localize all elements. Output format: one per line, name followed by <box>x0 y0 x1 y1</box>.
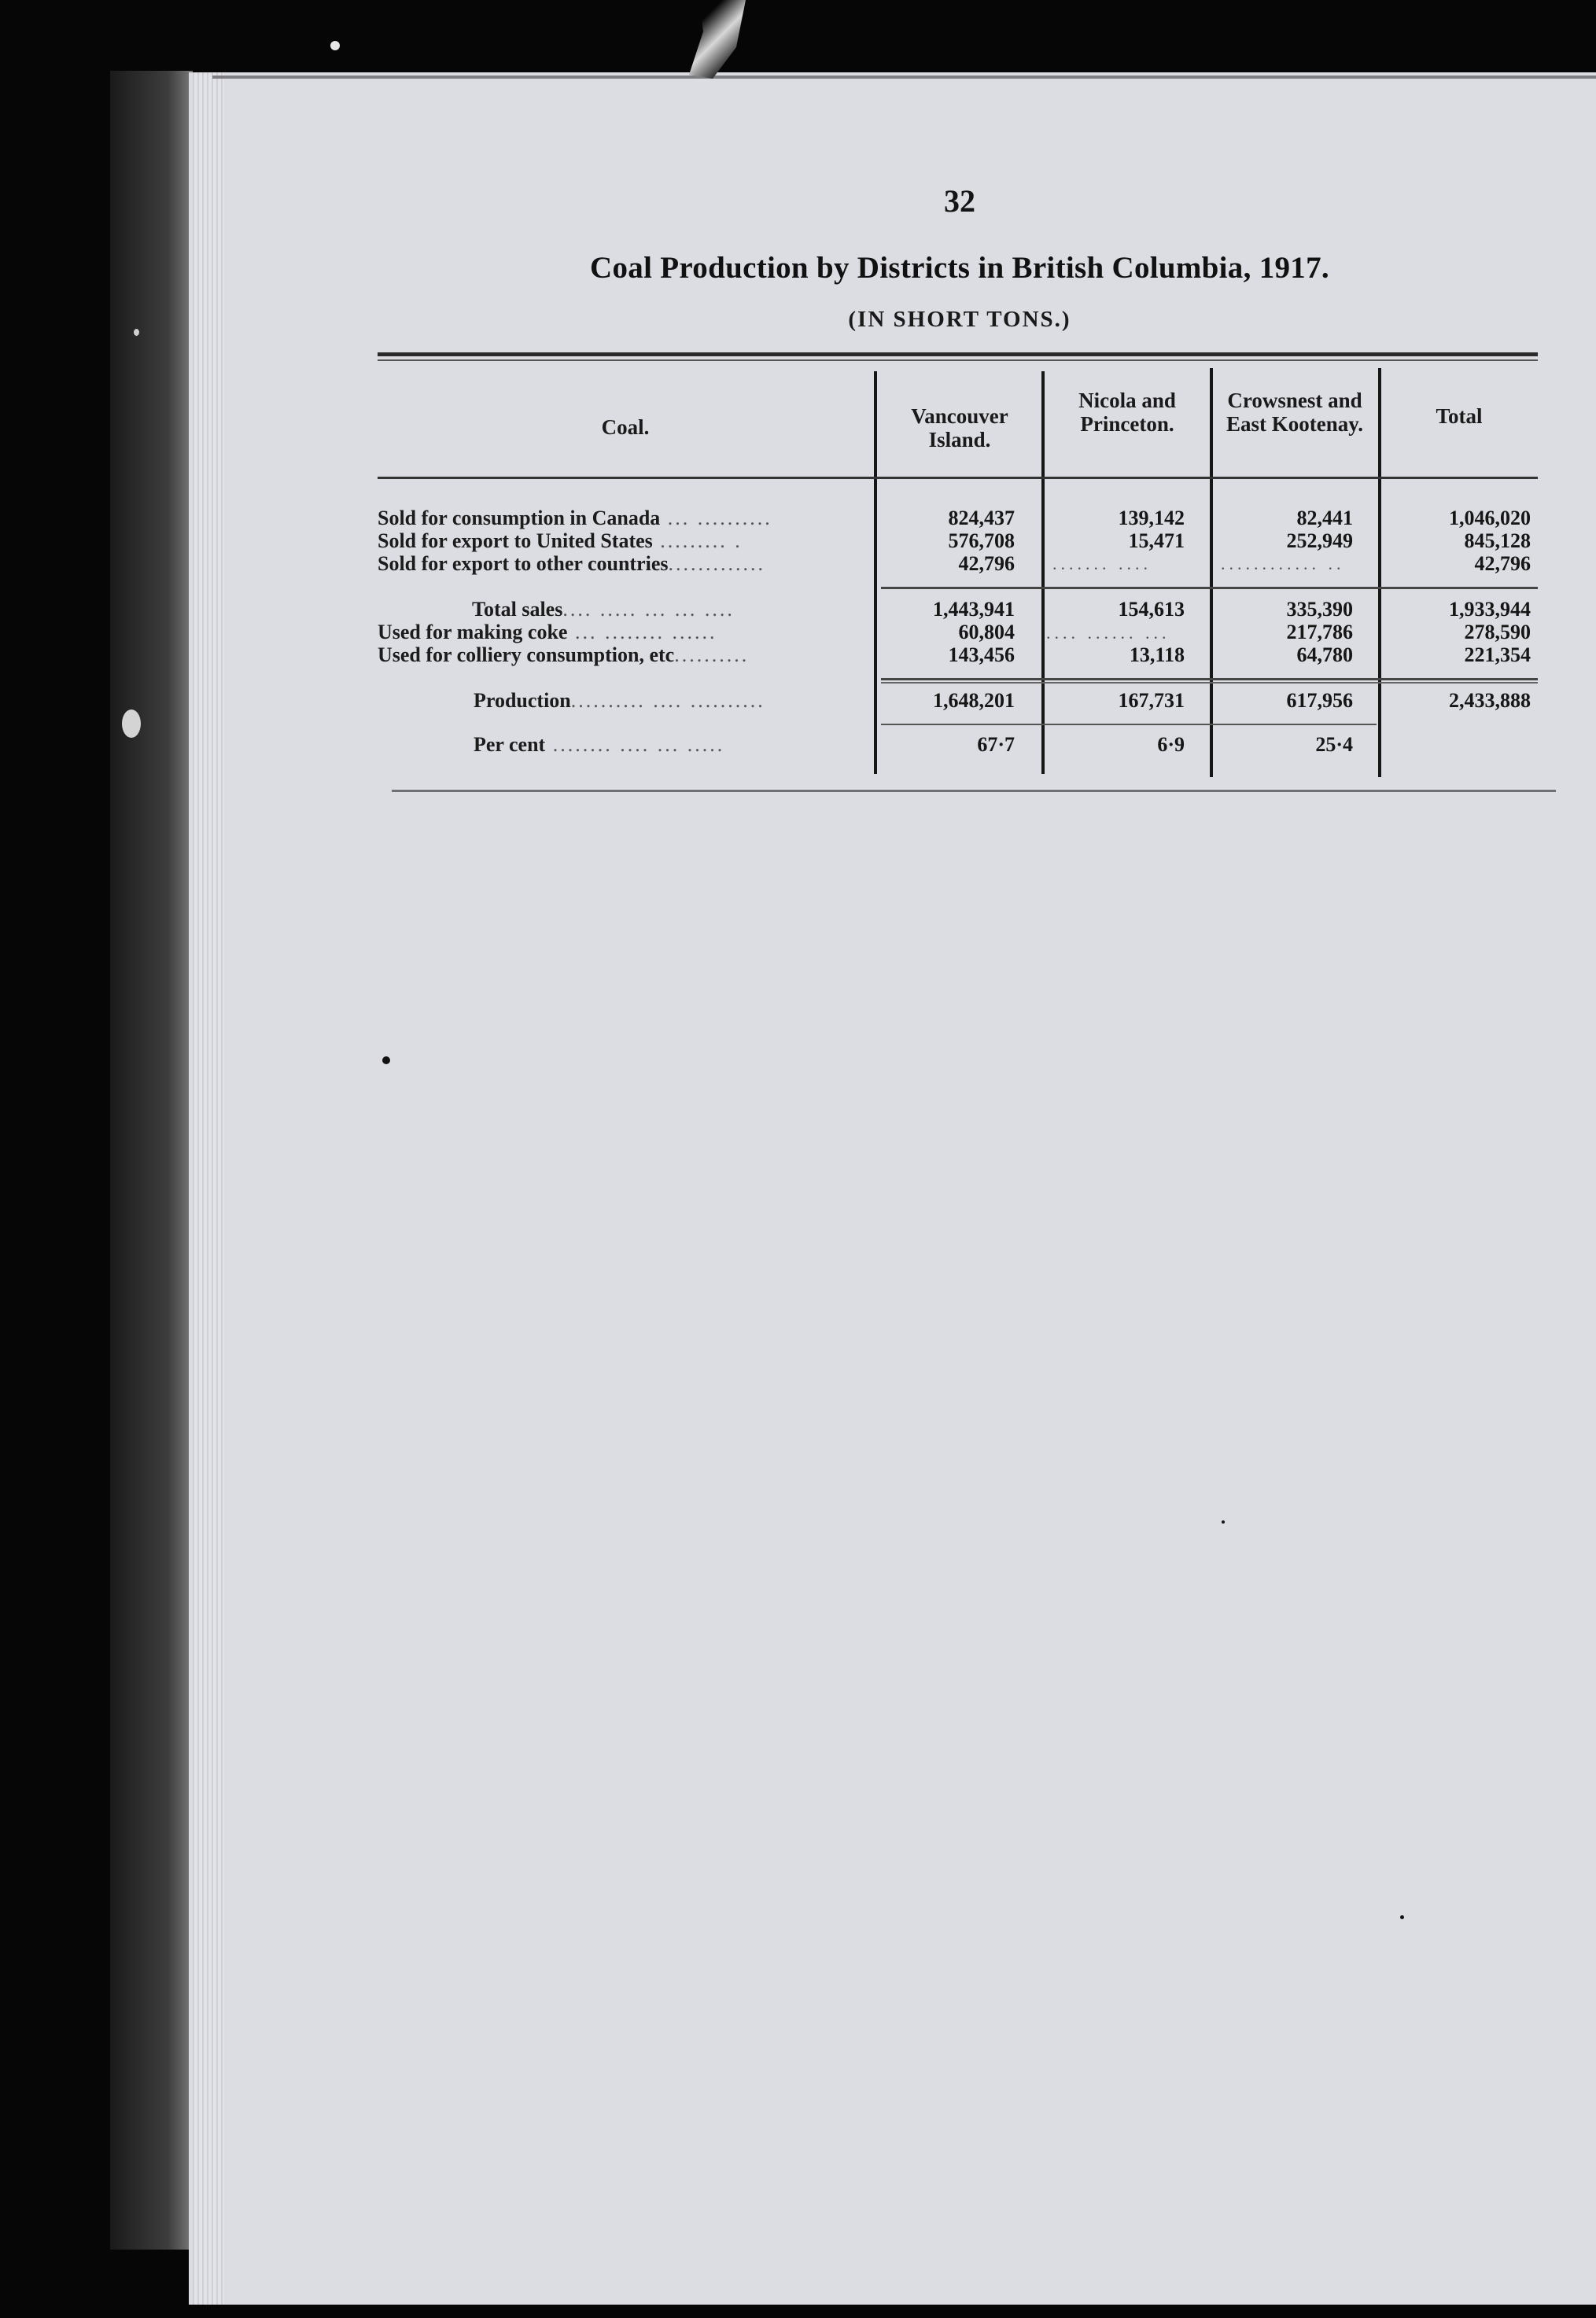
cell-total: 845,128 <box>1464 529 1531 552</box>
cell-vancouver-island: 42,796 <box>958 552 1015 575</box>
dot-leader: .... ..... ... ... .... <box>562 598 735 621</box>
row-label: Production.......... .... .......... <box>474 689 765 712</box>
sum-rule <box>881 678 1538 680</box>
empty-cell-leader: ....... .... <box>1052 554 1152 573</box>
cell-crowsnest-east-kootenay: 335,390 <box>1286 598 1353 621</box>
cell-vancouver-island: 824,437 <box>948 507 1015 529</box>
row-label: Used for colliery consumption, etc.......... <box>378 643 750 666</box>
cell-crowsnest-east-kootenay: 252,949 <box>1286 529 1353 552</box>
cell-total: 278,590 <box>1464 621 1531 643</box>
row-label: Sold for export to other countries............. <box>378 552 765 575</box>
empty-cell-leader: .... ...... ... <box>1046 623 1170 643</box>
speck <box>330 41 340 50</box>
page-top-edge <box>212 76 1596 79</box>
cell-nicola-princeton: 167,731 <box>1118 689 1185 712</box>
column-header-vancouver-island: Vancouver Island. <box>911 404 1008 451</box>
dot-leader: .......... .... .......... <box>570 689 765 712</box>
sum-rule-thin <box>881 682 1538 684</box>
cell-total: 2,433,888 <box>1449 689 1531 712</box>
row-label: Per cent ........ .... ... ..... <box>474 733 725 756</box>
binding-shadow <box>110 71 193 2250</box>
page-edge-stack <box>193 72 224 2305</box>
column-header-total: Total <box>1436 404 1483 428</box>
cell-vancouver-island: 67·7 <box>977 733 1015 756</box>
sum-rule <box>881 587 1538 589</box>
empty-cell-leader: ............ .. <box>1221 554 1345 573</box>
header-underline <box>378 477 1538 479</box>
table-subtitle: (IN SHORT TONS.) <box>848 307 1071 332</box>
row-label: Sold for consumption in Canada ... .......... <box>378 507 772 529</box>
cell-vancouver-island: 576,708 <box>948 529 1015 552</box>
cell-nicola-princeton: 13,118 <box>1129 643 1185 666</box>
row-label: Total sales.... ..... ... ... .... <box>472 598 735 621</box>
cell-total: 1,933,944 <box>1449 598 1531 621</box>
speck <box>382 1056 390 1064</box>
row-label: Used for making coke ... ........ ...... <box>378 621 717 643</box>
dot-leader: ............. <box>668 552 765 575</box>
column-rule <box>1378 368 1381 777</box>
speck <box>1222 1520 1225 1524</box>
cell-total: 1,046,020 <box>1449 507 1531 529</box>
column-rule <box>1041 371 1045 774</box>
dot-leader: ......... . <box>652 529 743 552</box>
cell-nicola-princeton: 154,613 <box>1118 598 1185 621</box>
cell-vancouver-island: 1,648,201 <box>933 689 1015 712</box>
cell-crowsnest-east-kootenay: 64,780 <box>1296 643 1353 666</box>
cell-vancouver-island: 143,456 <box>948 643 1015 666</box>
cell-nicola-princeton: 139,142 <box>1118 507 1185 529</box>
cell-total: 42,796 <box>1474 552 1531 575</box>
dot-leader: .......... <box>674 643 750 666</box>
column-rule <box>874 371 877 774</box>
column-header-nicola-princeton: Nicola and Princeton. <box>1078 389 1176 436</box>
cell-crowsnest-east-kootenay: 217,786 <box>1286 621 1353 643</box>
cell-nicola-princeton: 6·9 <box>1157 733 1185 756</box>
cell-total: 221,354 <box>1464 643 1531 666</box>
table-title: Coal Production by Districts in British Columbia, 1917. <box>590 251 1329 285</box>
table-top-rule-thin <box>378 359 1538 361</box>
cell-crowsnest-east-kootenay: 617,956 <box>1286 689 1353 712</box>
row-label: Sold for export to United States ......... . <box>378 529 743 552</box>
column-header-coal: Coal. <box>601 415 650 439</box>
cell-vancouver-island: 1,443,941 <box>933 598 1015 621</box>
cell-crowsnest-east-kootenay: 25·4 <box>1315 733 1353 756</box>
page-number: 32 <box>944 183 975 219</box>
coal-production-table <box>378 352 1542 793</box>
torn-corner <box>670 0 765 79</box>
sum-rule <box>881 724 1377 725</box>
speck <box>134 329 139 336</box>
cell-nicola-princeton: 15,471 <box>1128 529 1185 552</box>
speck <box>1400 1915 1404 1919</box>
cell-crowsnest-east-kootenay: 82,441 <box>1296 507 1353 529</box>
speck <box>122 709 141 738</box>
cell-vancouver-island: 60,804 <box>958 621 1015 643</box>
table-top-rule <box>378 352 1538 356</box>
dot-leader: ... .......... <box>660 507 772 529</box>
dot-leader: ... ........ ...... <box>567 621 717 643</box>
dot-leader: ........ .... ... ..... <box>545 733 725 756</box>
table-bottom-rule <box>392 790 1556 792</box>
column-header-crowsnest-east-kootenay: Crowsnest and East Kootenay. <box>1226 389 1363 436</box>
